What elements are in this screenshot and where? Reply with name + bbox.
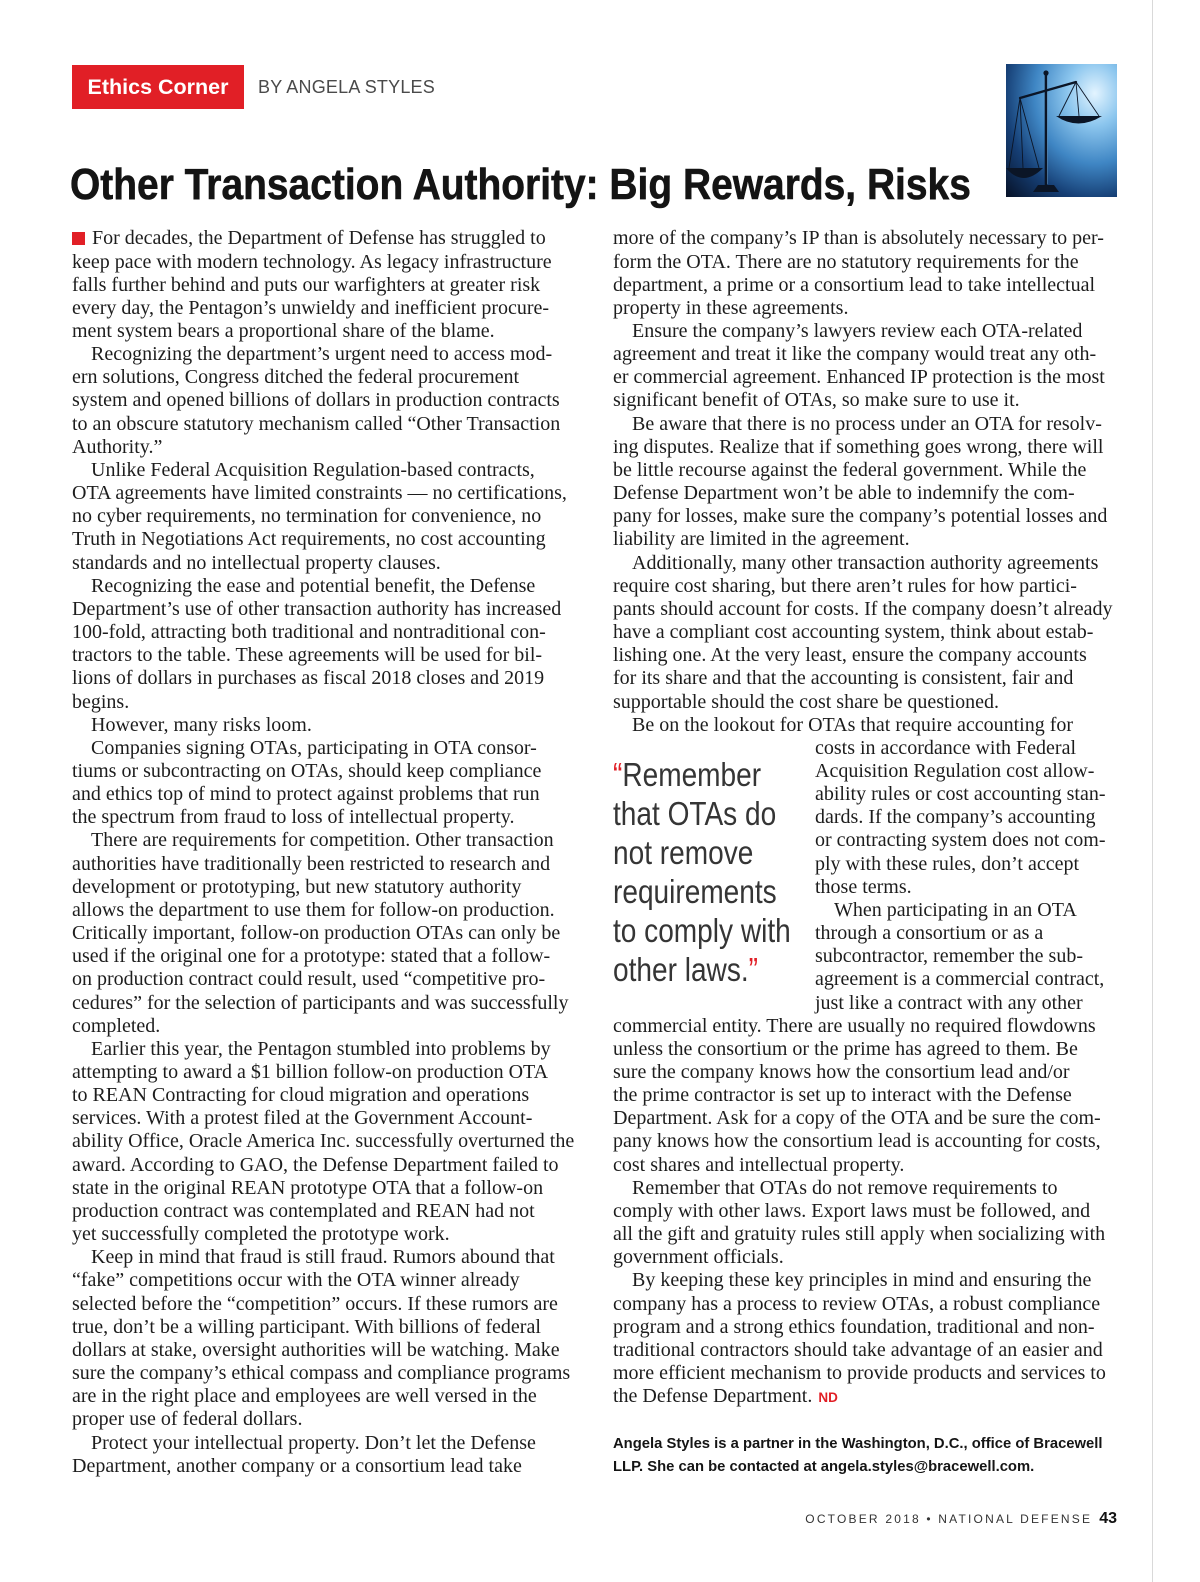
text-line [613, 436, 1119, 459]
text-line [613, 227, 1119, 250]
text-line [72, 899, 577, 922]
text-line [613, 598, 1119, 621]
text-line-content: property in these agreements. [613, 296, 849, 319]
text-line-content: require cost sharing, but there aren’t rules for how partici- [613, 574, 1077, 597]
text-line-content: every day, the Pentagon’s unwieldy and inefficient procure- [72, 296, 550, 319]
scale-left-pan [1006, 168, 1043, 178]
pull-quote-line [613, 911, 809, 950]
text-line-content: for its share and that the accounting is consistent, fair and [613, 667, 1074, 690]
text-line [613, 320, 1119, 343]
text-line-content: Earlier this year, the Pentagon stumbled into problems by [91, 1037, 551, 1060]
text-line-content: government officials. [613, 1246, 784, 1269]
text-line [613, 1130, 1119, 1153]
page-number: 43 [1099, 1510, 1117, 1527]
text-line [613, 1293, 1119, 1316]
text-line-content: Defense Department won’t be able to indemnify the com- [613, 482, 1075, 505]
text-line-content: keep pace with modern technology. As legacy infrastructure [72, 250, 552, 273]
text-line [815, 968, 1119, 991]
column-left [72, 227, 577, 1477]
text-line [72, 1177, 577, 1200]
text-line-content: Companies signing OTAs, participating in OTA consor- [91, 736, 537, 759]
text-line-content: production contract was contemplated and REAN had not [72, 1199, 535, 1222]
text-line [72, 1455, 577, 1478]
text-line-content: agreement is a commercial contract, [815, 968, 1105, 991]
text-line-content: be little recourse against the federal government. While the [613, 458, 1087, 481]
text-line-content: pany knows how the consortium lead is accounting for costs, [613, 1130, 1101, 1153]
text-line [613, 1269, 1119, 1292]
text-line-content: pants should account for costs. If the company doesn’t already [613, 597, 1113, 620]
text-line-content: Recognizing the department’s urgent need to access mod- [91, 343, 553, 366]
end-of-article-mark: ND [818, 1390, 838, 1406]
pull-quote-text: to comply with [613, 912, 791, 949]
pull-quote-line [613, 950, 809, 989]
text-line-content: Department. Ask for a copy of the OTA and be sure the com- [613, 1107, 1101, 1130]
text-line [613, 482, 1119, 505]
text-line [72, 343, 577, 366]
text-line-content: agreement and treat it like the company would treat any oth- [613, 343, 1097, 366]
text-line [613, 366, 1119, 389]
scale-right-pan [1056, 116, 1102, 124]
text-line-content: comply with other laws. Export laws must be followed, and [613, 1199, 1091, 1222]
text-line [72, 691, 577, 714]
text-line-content: more of the company’s IP than is absolutely necessary to per- [613, 227, 1104, 250]
author-bio [613, 1433, 1103, 1479]
text-line [72, 1038, 577, 1061]
text-line [815, 876, 1119, 899]
text-line-content: and ethics top of mind to protect against problems that run [72, 783, 540, 806]
text-line-content: tractors to the table. These agreements will be used for bil- [72, 644, 543, 667]
page-edge-rule [1152, 0, 1153, 1582]
author-bio-line: Angela Styles is a partner in the Washington, D.C., office of Bracewell [613, 1436, 1103, 1452]
text-line-content: all the gift and gratuity rules still apply when socializing with [613, 1223, 1106, 1246]
text-line [72, 783, 577, 806]
text-line [72, 1293, 577, 1316]
scale-base [1033, 185, 1059, 192]
text-line-content: cost shares and intellectual property. [613, 1153, 905, 1176]
text-line [72, 389, 577, 412]
text-line [72, 1316, 577, 1339]
paragraph [72, 227, 577, 343]
text-line-content: ern solutions, Congress ditched the federal procurement [72, 366, 520, 389]
text-line [72, 1084, 577, 1107]
text-line-content: the Defense Department. [613, 1385, 813, 1408]
text-line [613, 644, 1119, 667]
pull-quote-text: that OTAs do [613, 795, 777, 832]
text-line [815, 760, 1119, 783]
text-line [613, 1154, 1119, 1177]
paragraph [72, 343, 577, 459]
text-line-content: Unlike Federal Acquisition Regulation-based contracts, [91, 458, 535, 481]
text-line [613, 1107, 1119, 1130]
text-line [613, 274, 1119, 297]
text-line [72, 1362, 577, 1385]
text-line [613, 552, 1119, 575]
text-line [613, 389, 1119, 412]
byline: BY ANGELA STYLES [258, 77, 435, 97]
text-line [613, 251, 1119, 274]
text-line [72, 482, 577, 505]
text-line-content: unless the consortium or the prime has agreed to them. Be [613, 1037, 1078, 1060]
text-line-content: or contracting system does not com- [815, 829, 1106, 852]
text-line-content: lishing one. At the very least, ensure the company accounts [613, 644, 1087, 667]
text-line [613, 1200, 1119, 1223]
text-line [613, 691, 1119, 714]
text-line-content: attempting to award a $1 billion follow-on production OTA [72, 1061, 549, 1084]
text-line [72, 528, 577, 551]
text-line [815, 829, 1119, 852]
text-line-content: Keep in mind that fraud is still fraud. Rumors abound that [91, 1246, 555, 1269]
text-line [613, 1038, 1119, 1061]
text-line [72, 505, 577, 528]
text-line [72, 227, 577, 250]
text-line [72, 876, 577, 899]
text-line [72, 737, 577, 760]
text-line-content: have a compliant cost accounting system, think about estab- [613, 621, 1094, 644]
text-line-content: Be on the lookout for OTAs that require accounting for [632, 713, 1074, 736]
text-line [72, 1154, 577, 1177]
text-line-content: the prime contractor is set up to interact with the Defense [613, 1084, 1072, 1107]
paragraph [72, 829, 577, 1037]
text-line [72, 1223, 577, 1246]
text-line-content: just like a contract with any other [815, 991, 1083, 1014]
text-line [815, 922, 1119, 945]
text-line [613, 1385, 1119, 1408]
author-bio-line: LLP. She can be contacted at angela.styles@bracewell.com. [613, 1459, 1035, 1476]
text-line-content: proper use of federal dollars. [72, 1408, 303, 1431]
text-line [72, 1015, 577, 1038]
text-line [613, 575, 1119, 598]
text-line-content: begins. [72, 690, 130, 713]
pull-quote-text: not remove [613, 834, 754, 871]
text-line [72, 853, 577, 876]
page-footer [805, 1510, 1117, 1528]
text-line-content: commercial entity. There are usually no required flowdowns [613, 1014, 1096, 1037]
text-line [815, 899, 1119, 922]
text-line [815, 992, 1119, 1015]
text-line-content: pany for losses, make sure the company’s potential losses and [613, 505, 1108, 528]
text-line-content: the spectrum from fraud to loss of intellectual property. [72, 806, 515, 829]
text-line-content: Recognizing the ease and potential benefit, the Defense [91, 574, 536, 597]
text-line-content: lions of dollars in purchases as fiscal 2018 closes and 2019 [72, 667, 545, 690]
text-line-content: There are requirements for competition. Other transaction [91, 829, 554, 852]
paragraph [613, 227, 1119, 320]
text-line-content: through a consortium or as a [815, 922, 1044, 945]
text-line-content: authorities have traditionally been restricted to research and [72, 852, 551, 875]
text-line [613, 1061, 1119, 1084]
text-line-content: department, a prime or a consortium lead to take intellectual [613, 273, 1096, 296]
text-line-content: on production contract could result, used “competitive pro- [72, 968, 546, 991]
text-line [72, 829, 577, 852]
text-line-content: For decades, the Department of Defense has struggled to [92, 227, 546, 250]
text-line-content: ability rules or cost accounting stan- [815, 783, 1106, 806]
text-line-content: program and a strong ethics foundation, traditional and non- [613, 1315, 1095, 1338]
text-line-content: system and opened billions of dollars in production contracts [72, 389, 560, 412]
text-line [72, 297, 577, 320]
text-line-content: Additionally, many other transaction authority agreements [632, 551, 1099, 574]
text-line [72, 806, 577, 829]
text-line [613, 297, 1119, 320]
text-line-content: Protect your intellectual property. Don’t let the Defense [91, 1431, 536, 1454]
text-line [72, 459, 577, 482]
text-line-content: used if the original one for a prototype: stated that a follow- [72, 945, 551, 968]
text-line [72, 1339, 577, 1362]
text-line [72, 992, 577, 1015]
text-line-content: sure the company’s ethical compass and compliance programs [72, 1362, 571, 1385]
text-line-content: When participating in an OTA [834, 898, 1077, 921]
text-line-content: allows the department to use them for follow-on production. [72, 898, 555, 921]
open-quote-mark: “ [613, 756, 623, 793]
text-line-content: Ensure the company’s lawyers review each OTA-related [632, 320, 1083, 343]
text-line [72, 575, 577, 598]
text-line-content: traditional contractors should take advantage of an easier and [613, 1338, 1103, 1361]
text-line-content: “fake” competitions occur with the OTA winner already [72, 1269, 520, 1292]
text-line-content: significant benefit of OTAs, so make sure to use it. [613, 389, 1020, 412]
paragraph [613, 1269, 1119, 1408]
pull-quote [613, 755, 809, 989]
text-line [72, 968, 577, 991]
text-line-content: to REAN Contracting for cloud migration and operations [72, 1084, 530, 1107]
text-line-content: By keeping these key principles in mind and ensuring the [632, 1269, 1092, 1292]
text-line [72, 274, 577, 297]
text-line-content: subcontractor, remember the sub- [815, 945, 1083, 968]
text-line-content: falls further behind and puts our warfighters at greater risk [72, 273, 541, 296]
text-line-content: sure the company knows how the consortium lead and/or [613, 1061, 1070, 1084]
text-line-content: Authority.” [72, 435, 163, 458]
text-line-content: dards. If the company’s accounting [815, 806, 1096, 829]
text-line [815, 783, 1119, 806]
text-line [72, 621, 577, 644]
text-line-content: no cyber requirements, no termination for convenience, no [72, 505, 542, 528]
paragraph [613, 552, 1119, 714]
text-line [72, 667, 577, 690]
text-line [613, 343, 1119, 366]
text-line [72, 714, 577, 737]
text-line-content: Critically important, follow-on production OTAs can only be [72, 922, 561, 945]
text-line [72, 1432, 577, 1455]
text-line-content: true, don’t be a willing participant. With billions of federal [72, 1315, 541, 1338]
text-line [613, 1316, 1119, 1339]
text-line-content: state in the original REAN prototype OTA that a follow-on [72, 1176, 544, 1199]
paragraph [72, 1038, 577, 1246]
text-line-content: Department’s use of other transaction authority has increased [72, 597, 562, 620]
text-line [72, 413, 577, 436]
text-line [72, 1107, 577, 1130]
paragraph [613, 1177, 1119, 1270]
text-line-content: selected before the “competition” occurs. If these rumors are [72, 1292, 558, 1315]
text-line-content: Remember that OTAs do not remove requirements to [632, 1176, 1058, 1199]
paragraph [613, 320, 1119, 413]
pull-quote-text: requirements [613, 873, 777, 910]
text-line-content: However, many risks loom. [91, 713, 312, 736]
text-line [72, 1130, 577, 1153]
text-line-content: ply with these rules, don’t accept [815, 852, 1080, 875]
paragraph [613, 413, 1119, 552]
pull-quote-line [613, 794, 809, 833]
pull-quote-text: other laws. [613, 951, 749, 988]
text-line [815, 806, 1119, 829]
scale-right-chains [1059, 82, 1099, 116]
text-line [613, 1339, 1119, 1362]
text-line [72, 598, 577, 621]
text-line [815, 945, 1119, 968]
text-line [613, 621, 1119, 644]
text-line [72, 644, 577, 667]
text-line-content: are in the right place and employees are well versed in the [72, 1385, 537, 1408]
text-line-content: Acquisition Regulation cost allow- [815, 759, 1095, 782]
scale-left-chains [1009, 98, 1039, 168]
pull-quote-text: Remember [622, 756, 762, 793]
text-line-content: Department, another company or a consortium lead take [72, 1454, 522, 1477]
text-line-content: development or prototyping, but new statutory authority [72, 875, 522, 898]
text-line-content: services. With a protest filed at the Government Account- [72, 1107, 533, 1130]
text-line-content: ability Office, Oracle America Inc. successfully overturned the [72, 1130, 575, 1153]
text-line [72, 1269, 577, 1292]
text-line [613, 1362, 1119, 1385]
text-line [72, 1408, 577, 1431]
pull-quote-line [613, 872, 809, 911]
text-line [613, 714, 1119, 737]
text-line [815, 853, 1119, 876]
pull-quote-line [613, 833, 809, 872]
text-line [815, 737, 1119, 760]
text-line-content: standards and no intellectual property clauses. [72, 551, 441, 574]
text-line-content: tiums or subcontracting on OTAs, should keep compliance [72, 759, 542, 782]
text-line [72, 1061, 577, 1084]
text-line-content: er commercial agreement. Enhanced IP protection is the most [613, 366, 1105, 389]
text-line-content: dollars at stake, oversight authorities will be watching. Make [72, 1338, 560, 1361]
text-line [72, 1385, 577, 1408]
section-tag: Ethics Corner [72, 65, 244, 109]
issue-line: OCTOBER 2018 • NATIONAL DEFENSE [805, 1512, 1093, 1526]
article-photo [1006, 64, 1117, 197]
text-line [613, 505, 1119, 528]
paragraph [72, 575, 577, 714]
text-line-content: company has a process to review OTAs, a robust compliance [613, 1292, 1101, 1315]
text-line-content: OTA agreements have limited constraints — no certifications, [72, 482, 567, 505]
scales-of-justice-image [1006, 64, 1117, 197]
text-line [72, 320, 577, 343]
text-line-content: award. According to GAO, the Defense Department failed to [72, 1153, 559, 1176]
text-line-content: more efficient mechanism to provide products and services to [613, 1362, 1106, 1385]
paragraph [72, 1432, 577, 1478]
pull-quote-line [613, 755, 809, 794]
text-line [72, 1246, 577, 1269]
text-line [613, 1246, 1119, 1269]
text-line-content: yet successfully completed the prototype work. [72, 1223, 450, 1246]
close-quote-mark: ” [748, 951, 758, 988]
text-line-content: cedures” for the selection of participants and was successfully [72, 991, 569, 1014]
text-line-content: Be aware that there is no process under an OTA for resolv- [632, 412, 1102, 435]
text-line-content: ing disputes. Realize that if something goes wrong, there will [613, 435, 1104, 458]
text-line [613, 1015, 1119, 1038]
text-line-content: to an obscure statutory mechanism called “Other Transaction [72, 412, 561, 435]
text-line [72, 366, 577, 389]
text-line [72, 552, 577, 575]
text-line-content: Truth in Negotiations Act requirements, no cost accounting [72, 528, 546, 551]
text-line [72, 436, 577, 459]
text-line-content: liability are limited in the agreement. [613, 528, 910, 551]
text-line [613, 1177, 1119, 1200]
text-line [613, 413, 1119, 436]
text-line-content: supportable should the cost share be questioned. [613, 690, 1000, 713]
paragraph [72, 1246, 577, 1431]
paragraph [72, 714, 577, 737]
text-line [72, 945, 577, 968]
text-line [613, 528, 1119, 551]
text-line [613, 459, 1119, 482]
text-line [72, 1200, 577, 1223]
scale-finial [1043, 70, 1048, 75]
text-line [613, 1084, 1119, 1107]
text-line-content: those terms. [815, 875, 912, 898]
text-line [72, 922, 577, 945]
text-line-content: costs in accordance with Federal [815, 736, 1077, 759]
text-line-content: form the OTA. There are no statutory requirements for the [613, 250, 1079, 273]
article-start-marker [72, 232, 85, 245]
article-headline: Other Transaction Authority: Big Rewards, Risks [70, 160, 971, 209]
text-line-content: ment system bears a proportional share of the blame. [72, 320, 495, 343]
paragraph [72, 737, 577, 830]
text-line-content: 100-fold, attracting both traditional and nontraditional con- [72, 621, 546, 644]
text-line [613, 667, 1119, 690]
text-line [72, 760, 577, 783]
text-line [72, 251, 577, 274]
scale-beam [1020, 82, 1076, 98]
text-line-content: completed. [72, 1014, 161, 1037]
paragraph [72, 459, 577, 575]
text-line [613, 1223, 1119, 1246]
